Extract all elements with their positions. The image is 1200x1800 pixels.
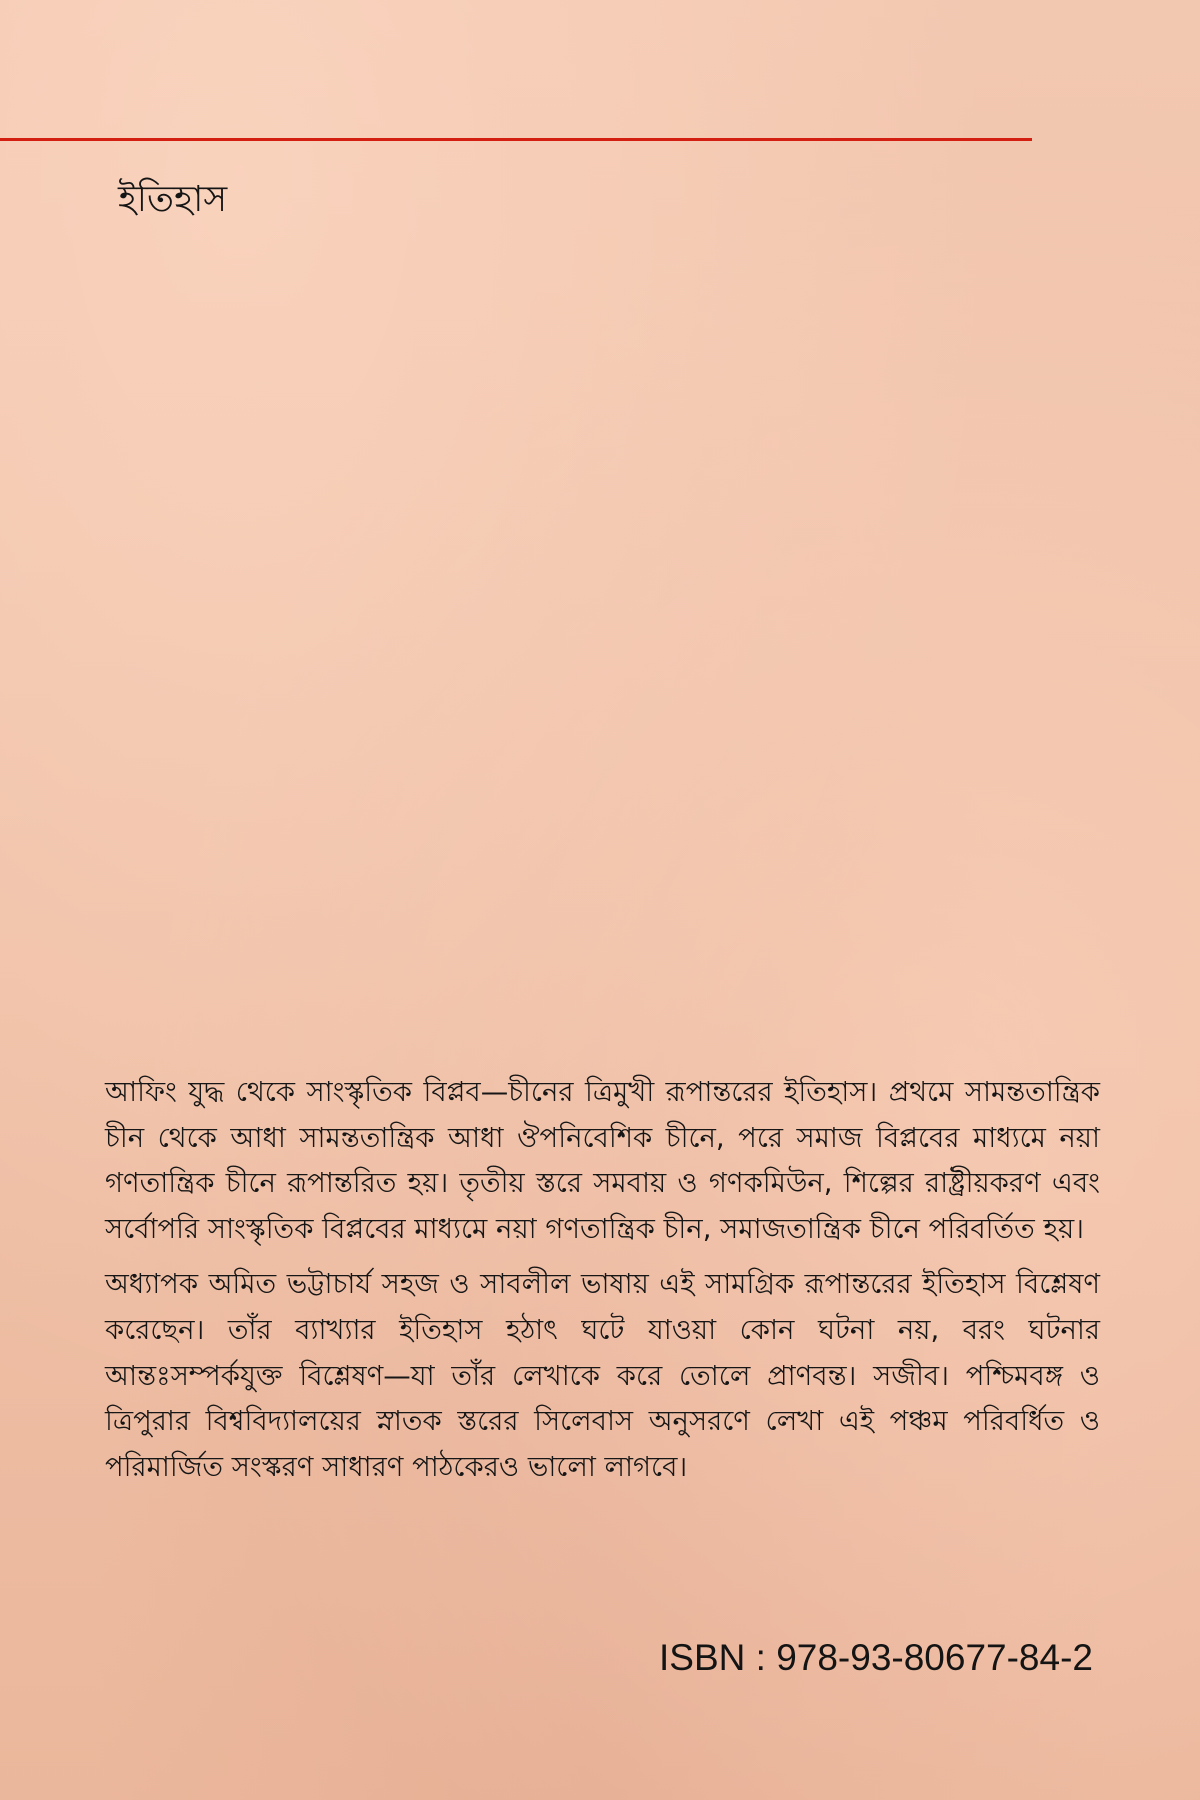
back-cover-blurb	[105, 1070, 1100, 1500]
blurb-paragraph-2: অধ্যাপক অমিত ভট্টাচার্য সহজ ও সাবলীল ভাষায় এই সামগ্রিক রূপান্তরের ইতিহাস বিশ্লেষণ করেছেন। তাঁর ব্যাখ্যার ইতিহাস হঠাৎ ঘটে যাওয়া কোন ঘটনা নয়, বরং ঘটনার আন্তঃসম্পর্কযুক্ত বিশ্লেষণ—যা তাঁর লেখাকে করে তোলে প্রাণবন্ত। সজীব। পশ্চিমবঙ্গ ও ত্রিপুরার বিশ্ববিদ্যালয়ের স্নাতক স্তরের সিলেবাস অনুসরণে লেখা এই পঞ্চম পরিবর্ধিত ও পরিমার্জিত সংস্করণ সাধারণ পাঠকেরও ভালো লাগবে।	[105, 1268, 1100, 1483]
top-red-rule	[0, 138, 1032, 141]
category-label: ইতিহাস	[118, 179, 228, 220]
isbn-number: ISBN : 978-93-80677-84-2	[659, 1637, 1093, 1678]
blurb-paragraph-1: আফিং যুদ্ধ থেকে সাংস্কৃতিক বিপ্লব—চীনের ত্রিমুখী রূপান্তরের ইতিহাস। প্রথমে সামন্ততান্ত্রিক চীন থেকে আধা সামন্ততান্ত্রিক আধা ঔপনিবেশিক চীনে, পরে সমাজ বিপ্লবের মাধ্যমে নয়া গণতান্ত্রিক চীনে রূপান্তরিত হয়। তৃতীয় স্তরে সমবায় ও গণকমিউন, শিল্পের রাষ্ট্রীয়করণ এবং সর্বোপরি সাংস্কৃতিক বিপ্লবের মাধ্যমে নয়া গণতান্ত্রিক চীন, সমাজতান্ত্রিক চীনে পরিবর্তিত হয়।	[105, 1076, 1100, 1245]
